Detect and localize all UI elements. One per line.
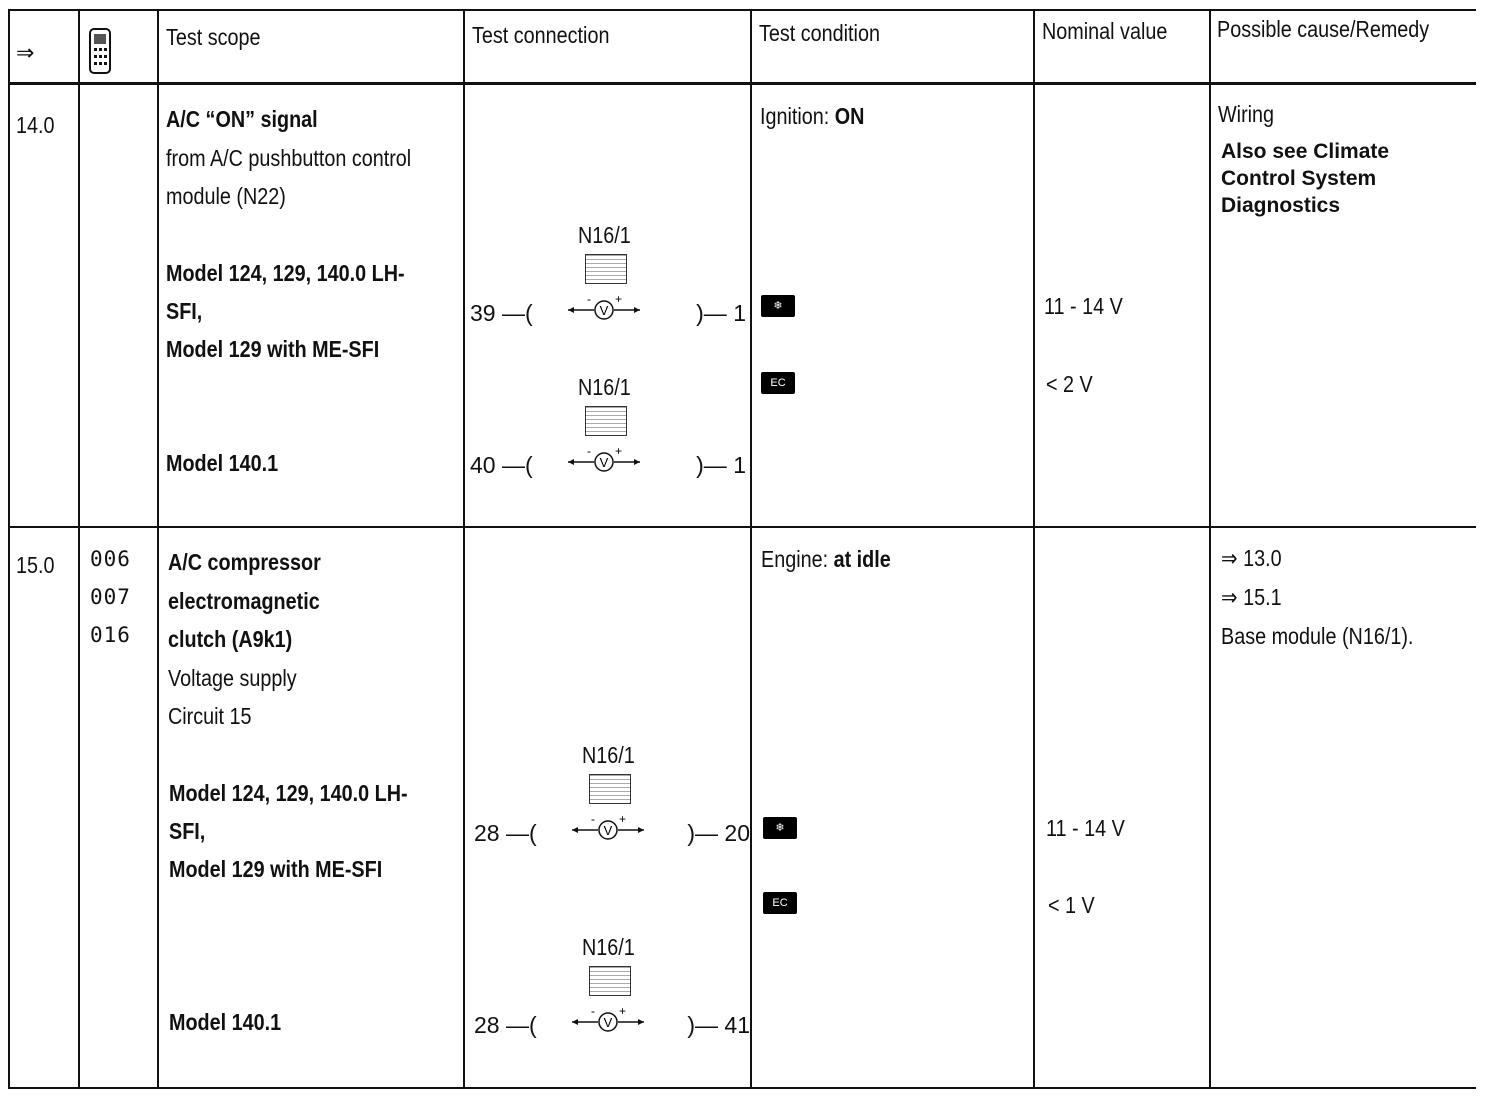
- svg-text:V: V: [599, 303, 609, 318]
- module-label: N16/1: [578, 374, 632, 400]
- voltmeter-icon: [566, 294, 646, 324]
- remedy-text: Wiring: [1218, 101, 1275, 127]
- pin-left: 40 —(: [470, 452, 533, 478]
- scope-desc: Circuit 15: [168, 703, 252, 729]
- nominal-value: < 1 V: [1048, 892, 1095, 918]
- test-connection-diagram: [464, 374, 754, 484]
- pin-left: 39 —(: [470, 300, 533, 326]
- svg-text:-: -: [591, 1006, 595, 1018]
- col-line-6: [1209, 9, 1211, 1089]
- scope-desc: from A/C pushbutton control: [166, 145, 412, 171]
- step-number: 14.0: [16, 112, 55, 138]
- test-connection-diagram: [464, 222, 754, 332]
- remedy-reference: Also see Climate: [1221, 140, 1390, 163]
- col-line-5: [1033, 9, 1035, 1089]
- voltmeter-icon: [566, 446, 646, 476]
- fault-code: 007: [90, 585, 131, 609]
- remedy-reference: Control System: [1221, 167, 1377, 190]
- col-line-4: [750, 9, 752, 1089]
- model-label: Model 129 with ME-SFI: [169, 856, 383, 882]
- model-label: Model 129 with ME-SFI: [166, 336, 380, 362]
- ec-icon: EC: [761, 372, 795, 394]
- voltmeter-icon: [570, 1006, 650, 1036]
- svg-text:V: V: [603, 823, 613, 838]
- pin-right: )— 41: [687, 1012, 750, 1038]
- pin-right: )— 1: [696, 452, 746, 478]
- header-test-connection: Test connection: [472, 22, 610, 48]
- module-icon: [589, 966, 631, 996]
- module-label: N16/1: [582, 742, 636, 768]
- module-icon: [585, 254, 627, 284]
- header-possible-cause: Possible cause/Remedy: [1217, 16, 1430, 42]
- tester-icon: [89, 28, 111, 79]
- pin-right: )— 1: [696, 300, 746, 326]
- header-nominal-value: Nominal value: [1042, 18, 1168, 44]
- remedy-text: Base module (N16/1).: [1221, 623, 1414, 649]
- svg-text:V: V: [603, 1015, 613, 1030]
- svg-text:+: +: [615, 446, 623, 458]
- scope-title: electromagnetic: [168, 588, 320, 614]
- test-connection-diagram: [468, 934, 758, 1044]
- voltmeter-icon: [570, 814, 650, 844]
- scope-desc: Voltage supply: [168, 665, 297, 691]
- scope-desc: module (N22): [166, 183, 286, 209]
- header-test-condition: Test condition: [759, 20, 880, 46]
- model-label: Model 140.1: [166, 450, 279, 476]
- nominal-value: 11 - 14 V: [1044, 293, 1123, 319]
- remedy-reference: Diagnostics: [1221, 194, 1341, 217]
- header-arrow: ⇒: [16, 40, 35, 65]
- model-label: Model 124, 129, 140.0 LH-: [166, 260, 405, 286]
- nominal-value: 11 - 14 V: [1046, 815, 1125, 841]
- pin-right: )— 20: [687, 820, 750, 846]
- table-bottom-border: [8, 1087, 1476, 1089]
- col-line-1: [78, 9, 80, 1089]
- row-divider: [8, 526, 1476, 528]
- ac-on-icon: ❄: [763, 817, 797, 839]
- nominal-value: < 2 V: [1046, 371, 1093, 397]
- svg-text:+: +: [615, 294, 623, 306]
- svg-text:-: -: [587, 446, 591, 458]
- remedy-link[interactable]: ⇒ 13.0: [1221, 545, 1282, 571]
- svg-text:V: V: [599, 455, 609, 470]
- col-line-2: [157, 9, 159, 1089]
- svg-text:-: -: [591, 814, 595, 826]
- model-label: Model 140.1: [169, 1009, 282, 1035]
- model-label: SFI,: [166, 298, 203, 324]
- svg-text:+: +: [619, 1006, 627, 1018]
- test-connection-diagram: [468, 742, 758, 852]
- step-number: 15.0: [16, 552, 55, 578]
- pin-left: 28 —(: [474, 820, 537, 846]
- header-test-scope: Test scope: [166, 24, 261, 50]
- svg-text:+: +: [619, 814, 627, 826]
- fault-code: 016: [90, 623, 131, 647]
- col-line-3: [463, 9, 465, 1089]
- pin-left: 28 —(: [474, 1012, 537, 1038]
- module-icon: [589, 774, 631, 804]
- test-condition: Ignition: ON: [760, 103, 865, 129]
- ac-on-icon: ❄: [761, 295, 795, 317]
- module-label: N16/1: [582, 934, 636, 960]
- scope-title: clutch (A9k1): [168, 626, 293, 652]
- header-bottom-border: [8, 82, 1476, 85]
- scope-title: A/C compressor: [168, 549, 321, 575]
- module-icon: [585, 406, 627, 436]
- svg-text:-: -: [587, 294, 591, 306]
- model-label: Model 124, 129, 140.0 LH-: [169, 780, 408, 806]
- remedy-link[interactable]: ⇒ 15.1: [1221, 584, 1282, 610]
- col-line-0: [8, 9, 10, 1089]
- module-label: N16/1: [578, 222, 632, 248]
- scope-title: A/C “ON” signal: [166, 106, 318, 132]
- model-label: SFI,: [169, 818, 206, 844]
- ec-icon: EC: [763, 892, 797, 914]
- test-condition: Engine: at idle: [761, 546, 891, 572]
- fault-code: 006: [90, 547, 131, 571]
